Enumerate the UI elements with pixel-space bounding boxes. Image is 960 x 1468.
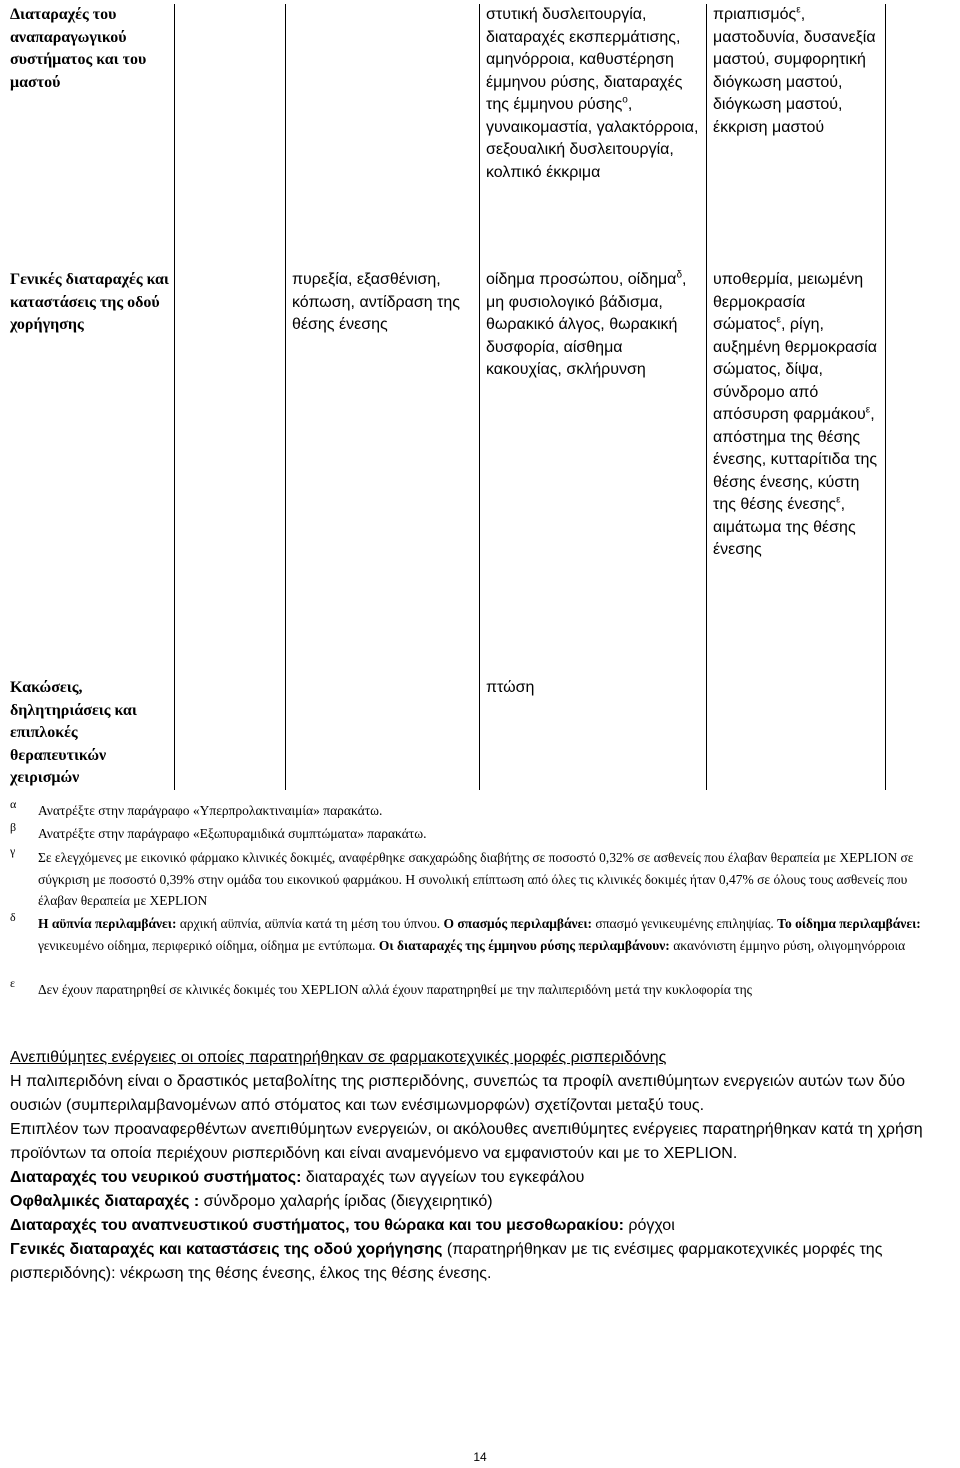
footnote-ref: ε: [836, 494, 841, 506]
footnote-bold: Ο σπασμός περιλαμβάνει:: [443, 916, 593, 931]
item-label: Διαταραχές του νευρικού συστήματος:: [10, 1169, 302, 1186]
table-row: [10, 4, 960, 269]
rare-cell: [707, 269, 886, 677]
footnote-mark: ε: [10, 976, 16, 990]
footnote-ref: ο: [622, 94, 628, 106]
footnote-text: Ανατρέξτε στην παράγραφο «Υπερπρολακτιναιμία» παρακάτω.: [38, 803, 383, 818]
footnote-run: αρχική αϋπνία, αϋπνία κατά τη μέση του ύπνου.: [176, 916, 444, 931]
footnote-ref: δ: [676, 269, 683, 281]
footnote-text: Σε ελεγχόμενες με εικονικό φάρμακο κλινικές δοκιμές, αναφέρθηκε σακχαρώδης διαβήτης σε ποσοστό 0,32% σε ασθενείς που έλαβαν θεραπεία με XEPLION σε σύγκριση με ποσοστό 0,39% στην ομάδα του εικονικού φαρμάκου. Η συνολική επίπτωση από όλες τις κλινικές δοκιμές ήταν 0,47% σε όλους τους ασθενείς που έλαβαν θεραπεία με XEPLION: [38, 850, 914, 908]
cell-text: οίδημα προσώπου, οίδημα: [486, 271, 677, 288]
item-text: ρόγχοι: [623, 1217, 675, 1234]
page-number: 14: [473, 1450, 487, 1464]
cell-text: , αιμάτωμα της θέσης ένεσης: [713, 496, 856, 558]
reaction-item: [10, 1214, 950, 1238]
footnote-mark: α: [10, 797, 17, 811]
item-text: (παρατηρήθηκαν με τις ενέσιμες φαρμακοτεχνικές μορφές της ρισπεριδόνης): νέκρωση της θέσης ένεσης, έλκος της θέσης ένεσης.: [10, 1241, 883, 1282]
item-text: διαταραχές των αγγείων του εγκεφάλου: [301, 1169, 585, 1186]
uncommon-cell: [480, 677, 707, 790]
section-heading: Ανεπιθύμητες ενέργειες οι οποίες παρατηρήθηκαν σε φαρμακοτεχνικές μορφές ρισπεριδόνης: [10, 1049, 667, 1066]
cell-text: υποθερμία, μειωμένη θερμοκρασία σώματος: [713, 271, 864, 333]
cell-text: , μαστοδυνία, δυσανεξία μαστού, συμφορητική διόγκωση μαστού, διόγκωση μαστού, έκκριση μαστού: [713, 6, 876, 136]
cell-text: πτώση: [486, 679, 535, 696]
empty-cell: [175, 677, 286, 790]
item-label: Γενικές διαταραχές και καταστάσεις της οδού χορήγησης: [10, 1241, 443, 1258]
item-label: Οφθαλμικές διαταραχές :: [10, 1193, 200, 1210]
footnote-bold: Η αϋπνία περιλαμβάνει:: [38, 916, 177, 931]
soc-cell: [10, 677, 175, 790]
item-label: Διαταραχές του αναπνευστικού συστήματος, του θώρακα και του μεσοθωρακίου:: [10, 1217, 624, 1234]
table-row: [10, 677, 960, 790]
empty-cell: [286, 677, 480, 790]
soc-label: Διαταραχές του αναπαραγωγικού συστήματος και του μαστού: [10, 6, 147, 91]
footnote-mark: δ: [10, 910, 16, 924]
footnote-bold: Το οίδημα περιλαμβάνει:: [777, 916, 921, 931]
uncommon-cell: [480, 4, 707, 269]
paragraph: Η παλιπεριδόνη είναι ο δραστικός μεταβολίτης της ρισπεριδόνης, συνεπώς τα προφίλ ανεπιθύμητων ενεργειών αυτών των δύο ουσιών (συμπεριλαμβανομένων από στόματος και των ενέσιμωνμορφών) σχετίζονται μεταξύ τους.: [10, 1073, 906, 1114]
empty-cell: [707, 677, 886, 790]
footnote-ref: ε: [865, 404, 871, 416]
cell-text: , ρίγη, αυξημένη θερμοκρασία σώματος, δίψα, σύνδρομο από απόσυρση φαρμάκου: [713, 316, 878, 423]
soc-cell: [10, 269, 175, 677]
footnote-run: σπασμό γενικευμένης επιληψίας.: [592, 916, 778, 931]
item-text: σύνδρομο χαλαρής ίριδας (διεγχειρητικό): [199, 1193, 493, 1210]
section-body: [10, 1046, 950, 1286]
footnote-run: ακανόνιστη έμμηνο ρύση, ολιγομηνόρροια: [669, 937, 906, 953]
empty-cell: [175, 4, 286, 269]
empty-cell: [886, 677, 960, 790]
cell-text: πυρεξία, εξασθένιση, κόπωση, αντίδραση της θέσης ένεσης: [292, 271, 460, 333]
footnote-text: Ανατρέξτε στην παράγραφο «Εξωπυραμιδικά συμπτώματα» παρακάτω.: [38, 826, 427, 841]
footnote-mark: γ: [10, 844, 16, 858]
footnote-text: Δεν έχουν παρατηρηθεί σε κλινικές δοκιμές του XEPLION αλλά έχουν παρατηρηθεί με την παλιπεριδόνη μετά την κυκλοφορία της: [38, 982, 753, 997]
footnote-ref: ε: [776, 314, 782, 326]
empty-cell: [886, 269, 960, 677]
adverse-reactions-table: [10, 4, 960, 790]
reaction-item: [10, 1190, 950, 1214]
cell-text: , γυναικομαστία, γαλακτόρροια, σεξουαλική δυσλειτουργία, κολπικό έκκριμα: [486, 96, 699, 181]
footnote-ref: ε: [796, 4, 801, 16]
empty-cell: [286, 4, 480, 269]
empty-cell: [175, 269, 286, 677]
rare-cell: [707, 4, 886, 269]
footnote-mark: β: [10, 820, 17, 834]
uncommon-cell: [480, 269, 707, 677]
paragraph: Επιπλέον των προαναφερθέντων ανεπιθύμητων ενεργειών, οι ακόλουθες ανεπιθύμητες ενέργειες παρατηρήθηκαν κατά τη χρήση προϊόντων τα οποία περιέχουν ρισπεριδόνη και είναι αναμενόμενο να εμφανιστούν και με το XEPLION.: [10, 1121, 923, 1162]
soc-label: Κακώσεις, δηλητηριάσεις και επιπλοκές θεραπευτικών χειρισμών: [10, 679, 137, 786]
cell-text: στυτική δυσλειτουργία, διαταραχές εκσπερμάτισης, αμηνόρροια, καθυστέρηση έμμηνου ρύσης, διαταραχές της έμμηνου ρύσης: [486, 6, 683, 113]
table-row: [10, 269, 960, 677]
footnote-run: γενικευμένο οίδημα, περιφερικό οίδημα, οίδημα με εντύπωμα.: [38, 937, 379, 953]
reaction-item: [10, 1238, 950, 1286]
common-cell: [286, 269, 480, 677]
soc-cell: [10, 4, 175, 269]
empty-cell: [886, 4, 960, 269]
soc-label: Γενικές διαταραχές και καταστάσεις της οδού χορήγησης: [10, 271, 169, 333]
cell-text: , απόστημα της θέσης ένεσης, κυτταρίτιδα της θέσης ένεσης, κύστη της θέσης ένεσης: [713, 406, 878, 513]
reaction-item: [10, 1166, 950, 1190]
footnote-text: [38, 913, 950, 956]
cell-text: , μη φυσιολογικό βάδισμα, θωρακικό άλγος, θωρακική δυσφορία, αίσθημα κακουχίας, σκλήρυνση: [486, 271, 687, 378]
cell-text: πριαπισμός: [713, 6, 797, 23]
footnote-bold: Οι διαταραχές της έμμηνου ρύσης περιλαμβάνουν:: [378, 937, 670, 953]
